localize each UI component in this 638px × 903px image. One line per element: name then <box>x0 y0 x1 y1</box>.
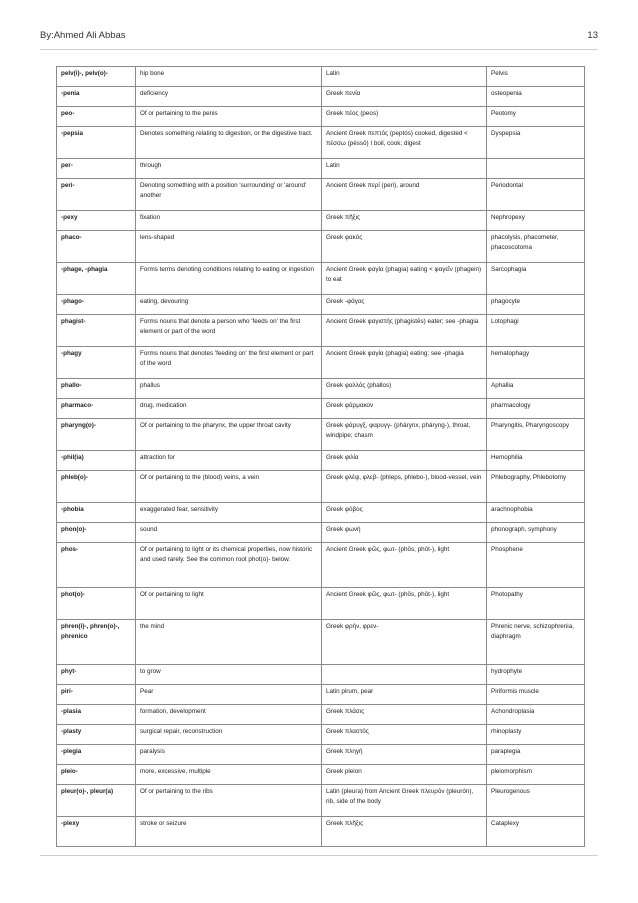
table-row <box>57 159 585 179</box>
origin-cell: Greek πέος (peos) <box>322 107 487 127</box>
example-cell: Pleurogenous <box>487 785 585 817</box>
meaning-cell: Of or pertaining to light <box>136 588 322 620</box>
medical-roots-table <box>56 66 585 847</box>
origin-cell: Greek φάρυγξ, φαρυγγ- (phárynx, pháryng-), throat, windpipe; chasm <box>322 419 487 451</box>
meaning-cell: hip bone <box>136 67 322 87</box>
root-cell: -pexy <box>57 211 136 231</box>
meaning-cell: formation, development <box>136 705 322 725</box>
table-row <box>57 705 585 725</box>
example-cell: Pelvis <box>487 67 585 87</box>
root-cell: phren(i)-, phren(o)-, phrenico <box>57 620 136 665</box>
meaning-cell: more, excessive, multiple <box>136 765 322 785</box>
root-cell: -plegia <box>57 745 136 765</box>
origin-cell: Greek -φάγος <box>322 295 487 315</box>
root-cell: piri- <box>57 685 136 705</box>
meaning-cell: Of or pertaining to the ribs <box>136 785 322 817</box>
origin-cell: Ancient Greek φαγιστής (phagistēs) eater; see -phagia <box>322 315 487 347</box>
meaning-cell: Forms terms denoting conditions relating to eating or ingestion <box>136 263 322 295</box>
example-cell: paraplegia <box>487 745 585 765</box>
example-cell: pharmacology <box>487 399 585 419</box>
table-row <box>57 87 585 107</box>
root-cell: -pepsia <box>57 127 136 159</box>
table-row <box>57 620 585 665</box>
meaning-cell: Forms nouns that denotes 'feeding on' the first element or part of the word <box>136 347 322 379</box>
example-cell: pleiomorphism <box>487 765 585 785</box>
origin-cell: Greek πλῆξις <box>322 817 487 847</box>
root-cell: pleio- <box>57 765 136 785</box>
example-cell: Sarcophagia <box>487 263 585 295</box>
meaning-cell: fixation <box>136 211 322 231</box>
table-row <box>57 745 585 765</box>
table-row <box>57 231 585 263</box>
origin-cell <box>322 665 487 685</box>
root-cell: -plasia <box>57 705 136 725</box>
root-cell: -plexy <box>57 817 136 847</box>
example-cell: osteopenia <box>487 87 585 107</box>
table-row <box>57 67 585 87</box>
table-row <box>57 471 585 503</box>
root-cell: phallo- <box>57 379 136 399</box>
origin-cell: Greek φωνή <box>322 523 487 543</box>
header-divider <box>40 49 598 50</box>
origin-cell: Greek πληγή <box>322 745 487 765</box>
example-cell: Phrenic nerve, schizophrenia, diaphragm <box>487 620 585 665</box>
origin-cell: Greek φλέψ, φλεβ- (phleps, phlebo-), blood-vessel, vein <box>322 471 487 503</box>
meaning-cell: the mind <box>136 620 322 665</box>
table-row <box>57 665 585 685</box>
origin-cell: Greek φακός <box>322 231 487 263</box>
meaning-cell: stroke or seizure <box>136 817 322 847</box>
table-row <box>57 107 585 127</box>
meaning-cell: surgical repair, reconstruction <box>136 725 322 745</box>
table-row <box>57 127 585 159</box>
table-row <box>57 785 585 817</box>
example-cell: Peotomy <box>487 107 585 127</box>
origin-cell: Ancient Greek περί (peri), around <box>322 179 487 211</box>
root-cell: -plasty <box>57 725 136 745</box>
meaning-cell: Of or pertaining to the (blood) veins, a vein <box>136 471 322 503</box>
root-cell: -penia <box>57 87 136 107</box>
root-cell: phon(o)- <box>57 523 136 543</box>
example-cell: Dyspepsia <box>487 127 585 159</box>
example-cell: Periodontal <box>487 179 585 211</box>
meaning-cell: paralysis <box>136 745 322 765</box>
root-cell: -phil(ia) <box>57 451 136 471</box>
example-cell: arachnophobia <box>487 503 585 523</box>
meaning-cell: attraction for <box>136 451 322 471</box>
root-cell: pharyng(o)- <box>57 419 136 451</box>
meaning-cell: exaggerated fear, sensitivity <box>136 503 322 523</box>
example-cell: phagocyte <box>487 295 585 315</box>
origin-cell: Latin (pleura) from Ancient Greek πλευρόν (pleurón), rib, side of the body <box>322 785 487 817</box>
example-cell: rhinoplasty <box>487 725 585 745</box>
example-cell: Phosphene <box>487 543 585 588</box>
meaning-cell: to grow <box>136 665 322 685</box>
origin-cell: Greek πλάσις <box>322 705 487 725</box>
origin-cell: Greek φρήν, φρεν- <box>322 620 487 665</box>
meaning-cell: Of or pertaining to the penis <box>136 107 322 127</box>
table-row <box>57 685 585 705</box>
meaning-cell: Of or pertaining to the pharynx, the upper throat cavity <box>136 419 322 451</box>
example-cell: Cataplexy <box>487 817 585 847</box>
root-cell: -phagy <box>57 347 136 379</box>
origin-cell: Latin pirum, pear <box>322 685 487 705</box>
root-cell: pharmaco- <box>57 399 136 419</box>
table-row <box>57 765 585 785</box>
table-row <box>57 725 585 745</box>
table-row <box>57 179 585 211</box>
origin-cell: Latin <box>322 67 487 87</box>
origin-cell: Greek pleion <box>322 765 487 785</box>
table-row <box>57 588 585 620</box>
origin-cell: Ancient Greek φαγία (phagia) eating; see -phagia <box>322 347 487 379</box>
meaning-cell: Pear <box>136 685 322 705</box>
table-row <box>57 543 585 588</box>
root-cell: phot(o)- <box>57 588 136 620</box>
table-row <box>57 211 585 231</box>
table-row <box>57 263 585 295</box>
table-row <box>57 399 585 419</box>
example-cell: hydrophyte <box>487 665 585 685</box>
example-cell: Piriformis muscle <box>487 685 585 705</box>
meaning-cell: phallus <box>136 379 322 399</box>
table-row <box>57 315 585 347</box>
meaning-cell: deficiency <box>136 87 322 107</box>
root-cell: -phobia <box>57 503 136 523</box>
page-header <box>40 30 598 44</box>
origin-cell: Ancient Greek φαγία (phagia) eating < φαγεῖν (phagein) to eat <box>322 263 487 295</box>
example-cell: Achondroplasia <box>487 705 585 725</box>
meaning-cell: Denotes something relating to digestion, or the digestive tract. <box>136 127 322 159</box>
page-number: 13 <box>587 30 598 41</box>
table-row <box>57 379 585 399</box>
example-cell: Photopathy <box>487 588 585 620</box>
root-cell: peo- <box>57 107 136 127</box>
origin-cell: Ancient Greek πεπτός (peptós) cooked, digested < πέσσω (péssō) I boil, cook; digest <box>322 127 487 159</box>
example-cell: Nephropexy <box>487 211 585 231</box>
table-row <box>57 419 585 451</box>
root-cell: phagist- <box>57 315 136 347</box>
origin-cell: Ancient Greek φῶς, φωτ- (phōs, phōt-), light <box>322 543 487 588</box>
root-cell: phyt- <box>57 665 136 685</box>
origin-cell: Latin <box>322 159 487 179</box>
meaning-cell: Forms nouns that denote a person who 'feeds on' the first element or part of the word <box>136 315 322 347</box>
root-cell: peri- <box>57 179 136 211</box>
root-cell: phleb(o)- <box>57 471 136 503</box>
meaning-cell: Of or pertaining to light or its chemical properties, now historic and used rarely. See the common root phot(o)- below. <box>136 543 322 588</box>
meaning-cell: sound <box>136 523 322 543</box>
root-cell: per- <box>57 159 136 179</box>
table-row <box>57 295 585 315</box>
origin-cell: Greek πλαστός <box>322 725 487 745</box>
root-cell: phaco- <box>57 231 136 263</box>
author-name: By:Ahmed Ali Abbas <box>40 30 126 41</box>
table-row <box>57 451 585 471</box>
example-cell: Lotophagi <box>487 315 585 347</box>
example-cell: Phlebography, Phlebotomy <box>487 471 585 503</box>
root-cell: pleur(o)-, pleur(a) <box>57 785 136 817</box>
origin-cell: Greek φάρμακον <box>322 399 487 419</box>
table-row <box>57 523 585 543</box>
root-cell: -phage, -phagia <box>57 263 136 295</box>
origin-cell: Greek φιλία <box>322 451 487 471</box>
root-cell: phos- <box>57 543 136 588</box>
origin-cell: Ancient Greek φῶς, φωτ- (phōs, phōt-), light <box>322 588 487 620</box>
example-cell: phonograph, symphony <box>487 523 585 543</box>
meaning-cell: eating, devouring <box>136 295 322 315</box>
footer-divider <box>40 855 598 856</box>
example-cell: Pharyngitis, Pharyngoscopy <box>487 419 585 451</box>
table-row <box>57 503 585 523</box>
meaning-cell: drug, medication <box>136 399 322 419</box>
example-cell: Aphallia <box>487 379 585 399</box>
origin-cell: Greek πῆξις <box>322 211 487 231</box>
example-cell: hematophagy <box>487 347 585 379</box>
table-row <box>57 347 585 379</box>
example-cell: Hemophilia <box>487 451 585 471</box>
root-cell: pelv(i)-, pelv(o)- <box>57 67 136 87</box>
root-cell: -phago- <box>57 295 136 315</box>
example-cell <box>487 159 585 179</box>
origin-cell: Greek πενία <box>322 87 487 107</box>
meaning-cell: lens-shaped <box>136 231 322 263</box>
origin-cell: Greek φαλλός (phallos) <box>322 379 487 399</box>
meaning-cell: Denoting something with a position 'surrounding' or 'around' another <box>136 179 322 211</box>
table-row <box>57 817 585 847</box>
meaning-cell: through <box>136 159 322 179</box>
origin-cell: Greek φόβος <box>322 503 487 523</box>
example-cell: phacolysis, phacometer, phacoscotoma <box>487 231 585 263</box>
